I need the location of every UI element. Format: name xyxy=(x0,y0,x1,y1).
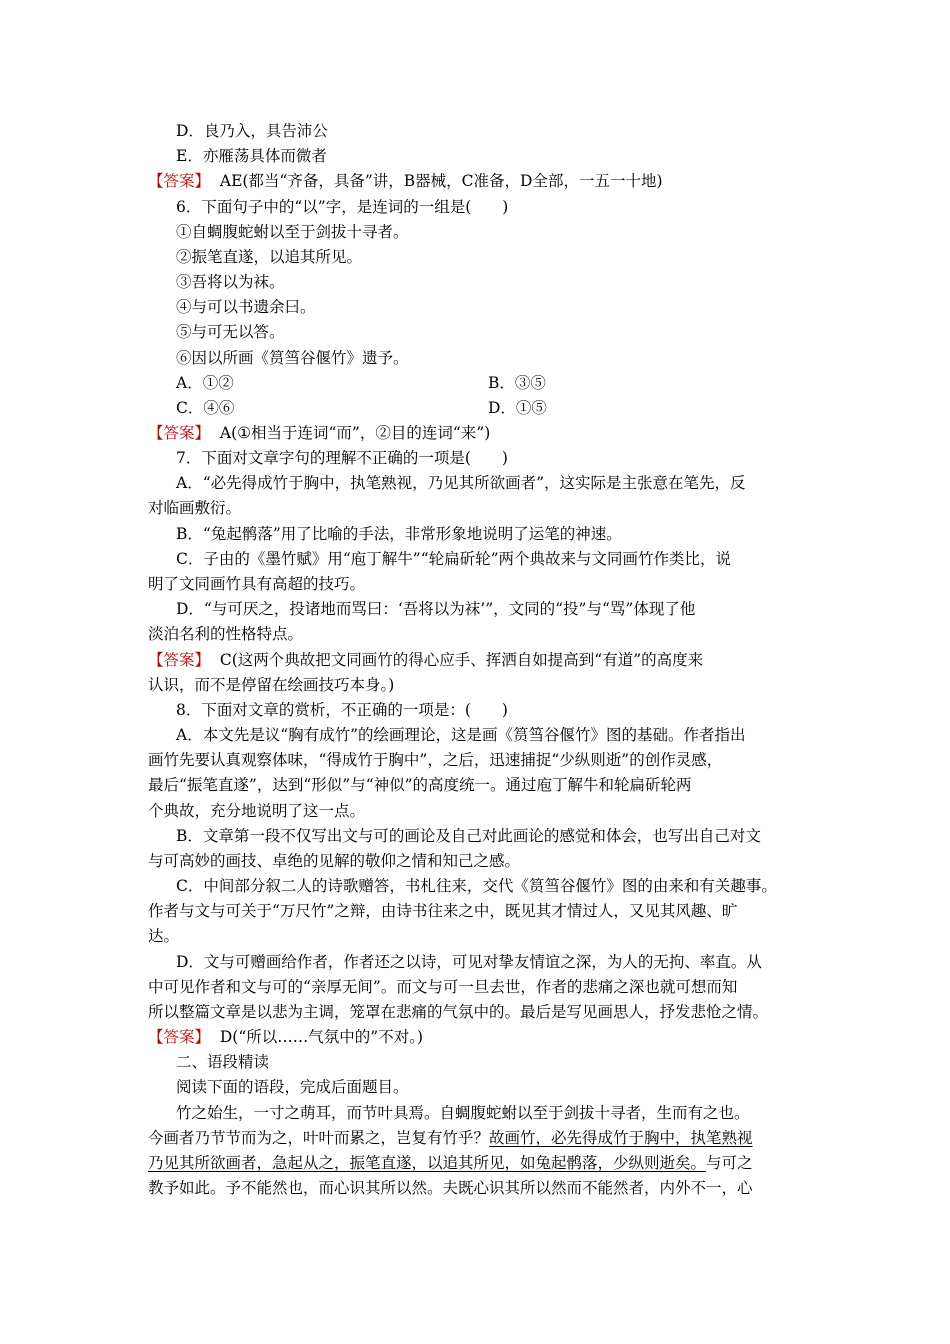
reading-instruction: 阅读下面的语段，完成后面题目。 xyxy=(176,1078,409,1096)
question-8: 8．下面对文章的赏析，不正确的一项是：( ) xyxy=(176,701,508,719)
underlined-passage: 故画竹，必先得成竹于胸中，执笔熟视 xyxy=(489,1129,753,1147)
q8-option-a: A．本文先是议“胸有成竹”的绘画理论，这是画《筼筜谷偃竹》图的基础。作者指出 xyxy=(176,726,746,744)
choice-c: C．④⑥ xyxy=(176,399,235,417)
q8-option-d: D．文与可赠画给作者，作者还之以诗，可见对挚友情谊之深，为人的无拘、率直。从 xyxy=(176,953,762,971)
item-5: ⑤与可无以答。 xyxy=(176,323,285,341)
answer-8 xyxy=(148,1027,423,1047)
answer-text: A(①相当于连词“而”，②目的连词“来”) xyxy=(219,424,491,442)
question-7: 7．下面对文章字句的理解不正确的一项是( ) xyxy=(176,449,508,467)
item-3: ③吾将以为袜。 xyxy=(176,273,285,291)
option-e-line: E．亦雁荡具体而微者 xyxy=(176,147,327,165)
q7-option-b: B．“兔起鹘落”用了比喻的手法，非常形象地说明了运笔的神速。 xyxy=(176,525,622,543)
option-d-line: D．良乃入，具告沛公 xyxy=(176,122,328,140)
passage-text: 今画者乃节节而为之，叶叶而累之，岂复有竹乎？ xyxy=(148,1129,490,1147)
answer-7 xyxy=(148,650,703,670)
answer-text: D(“所以……气氛中的”不对。) xyxy=(219,1028,423,1046)
passage-line-2 xyxy=(148,1128,753,1148)
q8-option-a-cont2: 最后“振笔直遂”，达到“形似”与“神似”的高度统一。通过庖丁解牛和轮扁斫轮两 xyxy=(148,776,692,794)
choice-a: A．①② xyxy=(176,374,234,392)
q8-option-a-cont3: 个典故，充分地说明了这一点。 xyxy=(148,802,366,820)
q8-option-c-cont2: 达。 xyxy=(148,927,180,945)
answer-text: C(这两个典故把文同画竹的得心应手、挥洒自如提高到“有道”的高度来 xyxy=(219,651,704,669)
answer-label: 【答案】 xyxy=(148,1028,211,1046)
answer-5 xyxy=(148,171,663,191)
choice-b: B．③⑤ xyxy=(488,374,546,392)
question-6: 6．下面句子中的“以”字，是连词的一组是( ) xyxy=(176,198,509,216)
choice-d: D．①⑤ xyxy=(488,399,547,417)
q7-option-c: C．子由的《墨竹赋》用“庖丁解牛”“轮扁斫轮”两个典故来与文同画竹作类比，说 xyxy=(176,550,732,568)
q7-option-a: A．“必先得成竹于胸中，执笔熟视，乃见其所欲画者”，这实际是主张意在笔先，反 xyxy=(176,474,746,492)
q8-option-d-cont2: 所以整篇文章是以悲为主调，笼罩在悲痛的气氛中的。最后是写见画思人，抒发悲怆之情。 xyxy=(148,1003,769,1021)
q8-option-b: B．文章第一段不仅写出文与可的画论及自己对此画论的感觉和体会，也写出自己对文 xyxy=(176,827,761,845)
item-6: ⑥因以所画《筼筜谷偃竹》遗予。 xyxy=(176,349,409,367)
answer-label: 【答案】 xyxy=(148,651,211,669)
answer-text: AE(都当“齐备，具备”讲，B器械，C准备，D全部，一五一十地) xyxy=(219,172,663,190)
q8-option-d-cont1: 中可见作者和文与可的“亲厚无间”。而文与可一旦去世，作者的悲痛之深也就可想而知 xyxy=(148,978,738,996)
passage-line-1: 竹之始生，一寸之萌耳，而节叶具焉。自蜩腹蛇蚹以至于剑拔十寻者，生而有之也。 xyxy=(176,1104,750,1122)
passage-line-4: 教予如此。予不能然也，而心识其所以然。夫既心识其所以然而不能然者，内外不一，心 xyxy=(148,1179,753,1197)
q8-option-c: C．中间部分叙二人的诗歌赠答，书札往来，交代《筼筜谷偃竹》图的由来和有关趣事。 xyxy=(176,877,777,895)
underlined-passage: 乃见其所欲画者，急起从之，振笔直遂，以追其所见，如兔起鹘落，少纵则逝矣。 xyxy=(148,1154,707,1172)
passage-text: 与可之 xyxy=(706,1154,753,1172)
answer-7-cont: 认识，而不是停留在绘画技巧本身。) xyxy=(148,676,395,694)
answer-label: 【答案】 xyxy=(148,424,211,442)
item-1: ①自蜩腹蛇蚹以至于剑拔十寻者。 xyxy=(176,223,409,241)
q8-option-c-cont1: 作者与文与可关于“万尺竹”之辩，由诗书往来之中，既见其才情过人，又见其风趣、旷 xyxy=(148,902,738,920)
section-heading: 二、语段精读 xyxy=(176,1053,270,1071)
answer-label: 【答案】 xyxy=(148,172,211,190)
q8-option-a-cont1: 画竹先要认真观察体味，“得成竹于胸中”，之后，迅速捕捉“少纵则逝”的创作灵感， xyxy=(148,751,723,769)
item-2: ②振笔直遂，以追其所见。 xyxy=(176,248,363,266)
item-4: ④与可以书遗余曰。 xyxy=(176,298,316,316)
passage-line-3 xyxy=(148,1153,753,1173)
q8-option-b-cont: 与可高妙的画技、卓绝的见解的敬仰之情和知己之感。 xyxy=(148,852,521,870)
q7-option-a-cont: 对临画敷衍。 xyxy=(148,499,242,517)
answer-6 xyxy=(148,423,490,443)
q7-option-d-cont: 淡泊名利的性格特点。 xyxy=(148,625,304,643)
q7-option-d: D．“与可厌之，投诸地而骂曰：‘吾将以为袜’”，文同的“投”与“骂”体现了他 xyxy=(176,600,696,618)
q7-option-c-cont: 明了文同画竹具有高超的技巧。 xyxy=(148,575,366,593)
